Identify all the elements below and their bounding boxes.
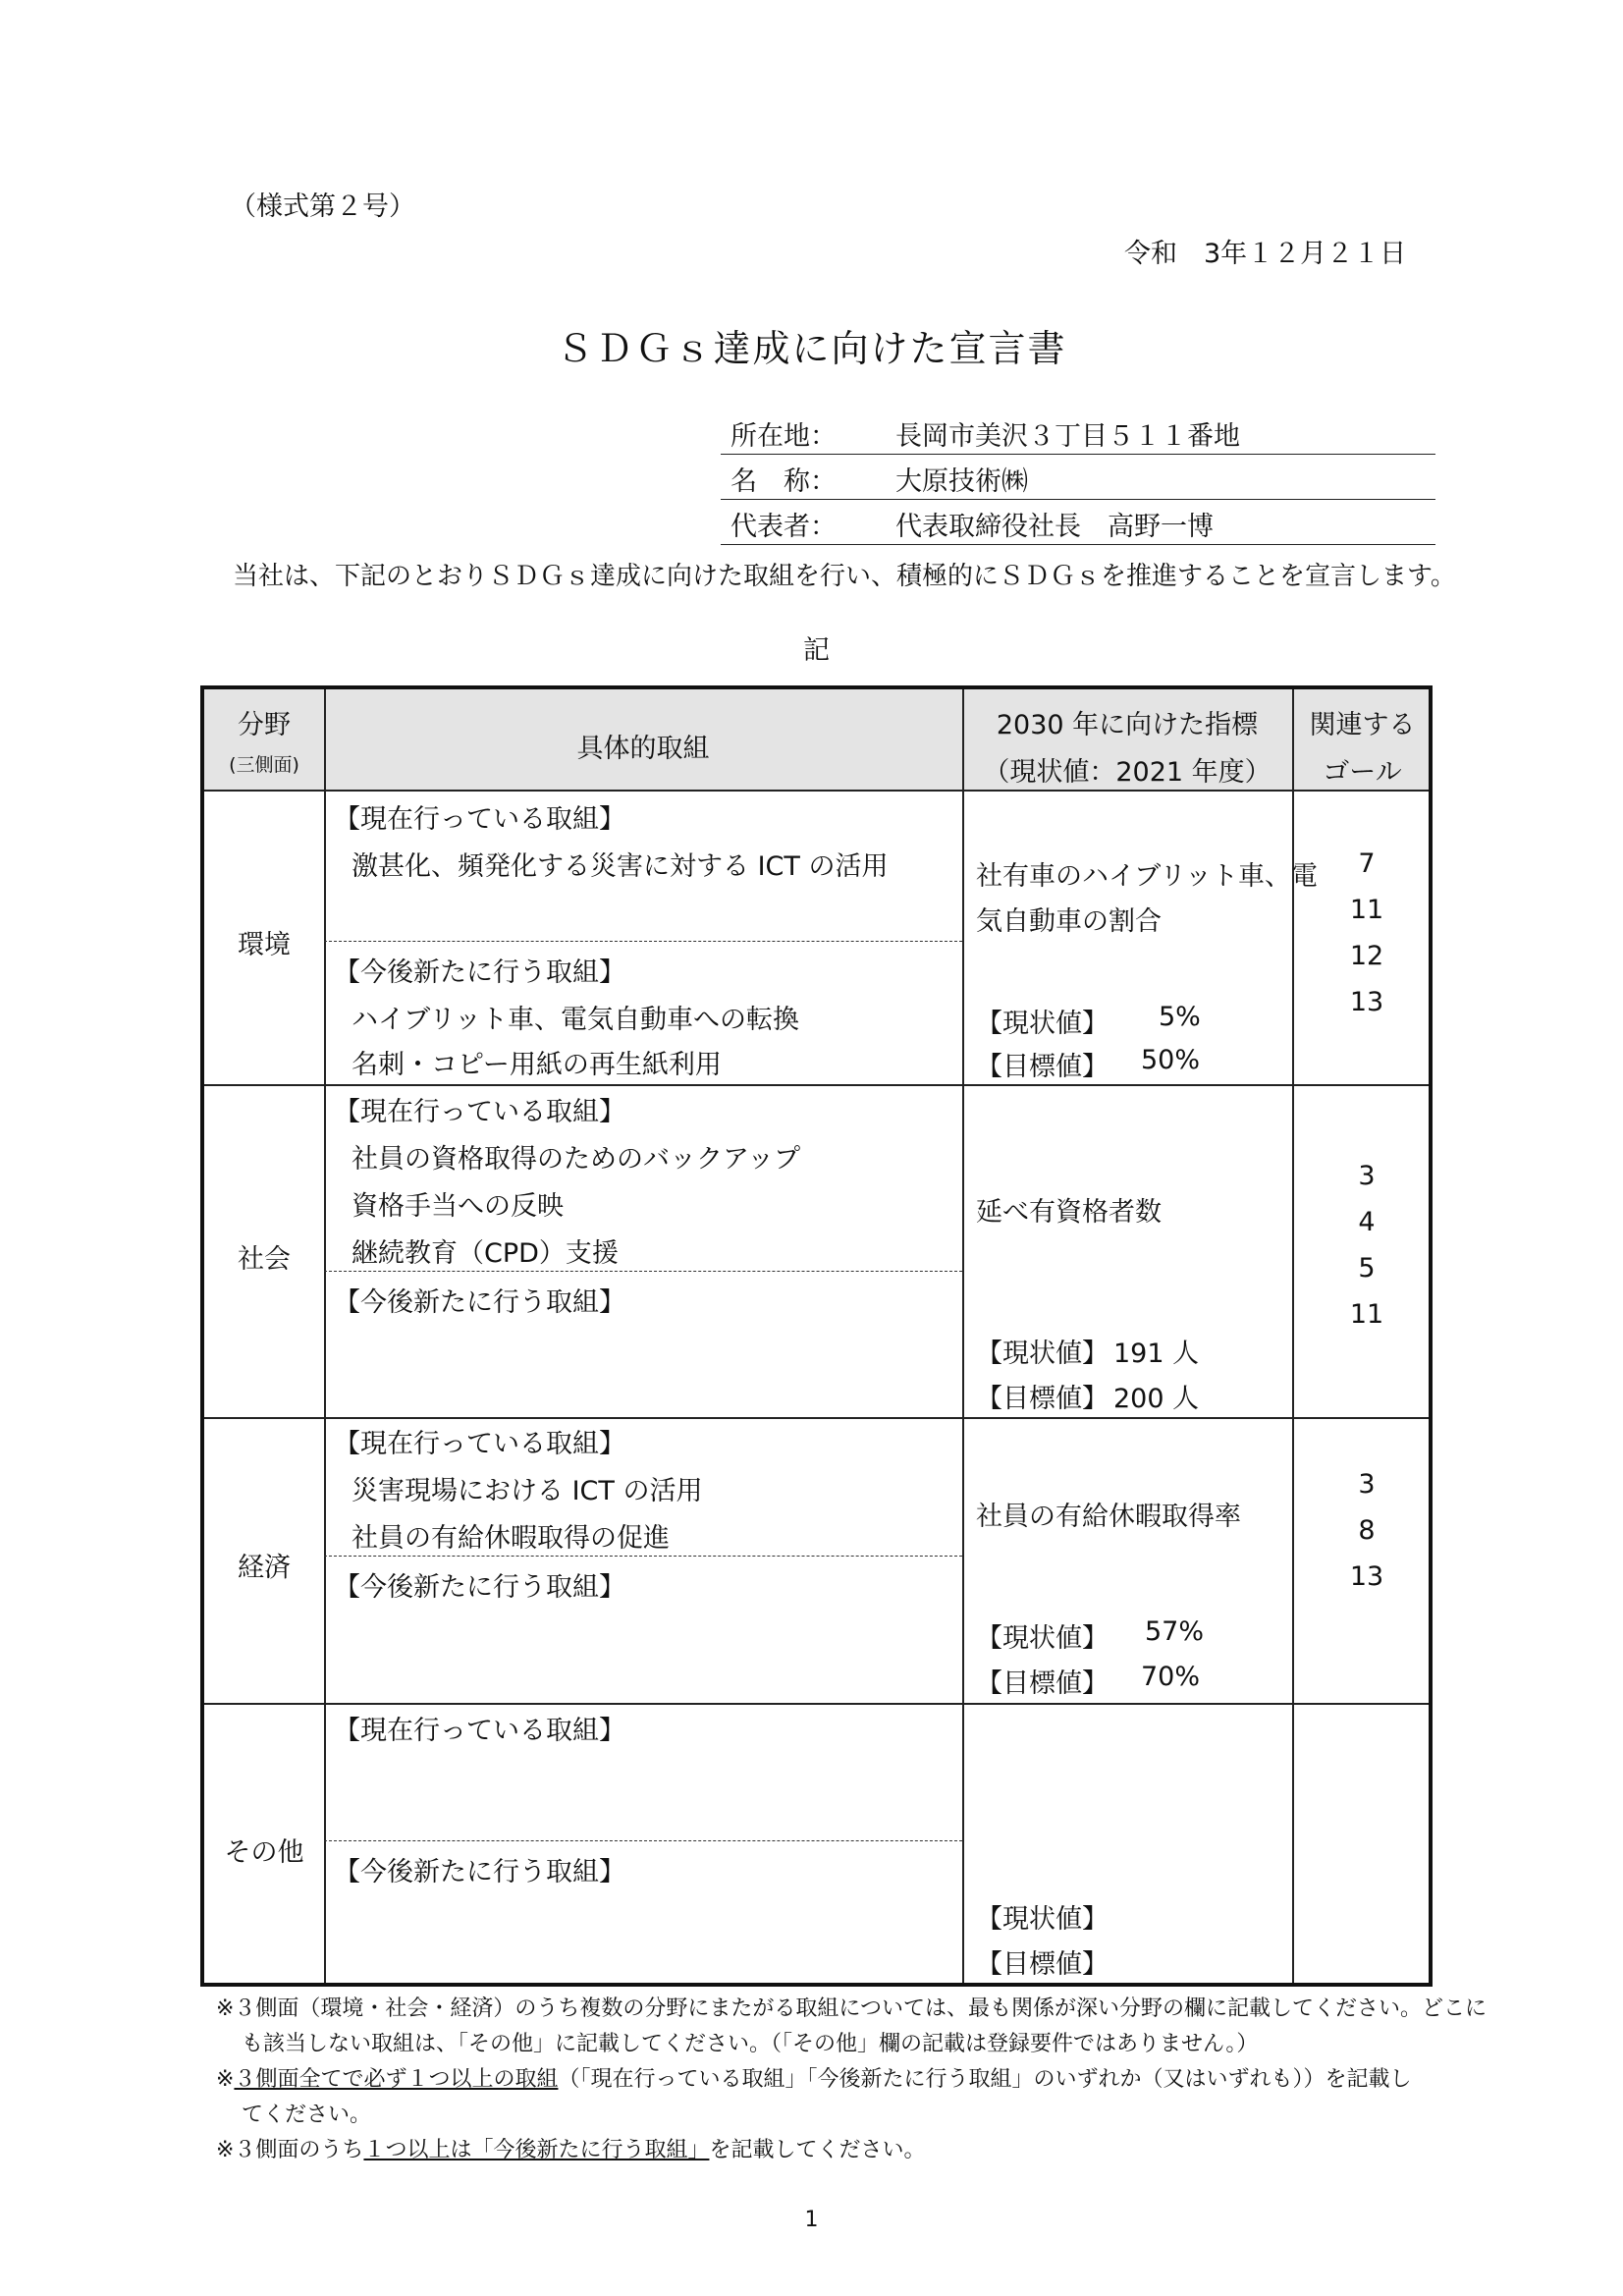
current-value: 5% xyxy=(1159,1002,1201,1032)
current-actions-label: 【現在行っている取組】 xyxy=(334,1097,625,1127)
address-value: 長岡市美沢３丁目５１１番地 xyxy=(895,421,1240,452)
row-divider xyxy=(204,790,1429,792)
note-3-underlined: １つ以上は「今後新たに行う取組」 xyxy=(363,2138,710,2162)
new-action-item: 名刺・コピー用紙の再生紙利用 xyxy=(352,1050,722,1080)
target-value-label: 【目標値】 xyxy=(976,1052,1109,1082)
current-action-item: 継続教育（CPD）支援 xyxy=(352,1238,619,1269)
sdgs-table xyxy=(200,685,1433,1987)
note-1a: ※３側面（環境・社会・経済）のうち複数の分野にまたがる取組については、最も関係が深い分野の欄に記載してください。どこに xyxy=(216,1996,1487,2021)
field-environment: 環境 xyxy=(238,930,291,960)
page-number: 1 xyxy=(804,2208,819,2232)
current-actions-label: 【現在行っている取組】 xyxy=(334,804,625,835)
note-1b: も該当しない取組は、「その他」に記載してください。（「その他」欄の記載は登録要件ではありません。） xyxy=(242,2032,1259,2056)
goal-number: 3 xyxy=(1358,1469,1376,1500)
note-2a-rest: （「現在行っている取組」「今後新たに行う取組」のいずれか（又はいずれも））を記載し xyxy=(558,2067,1412,2092)
target-value-label: 【目標値】 xyxy=(976,1949,1109,1980)
current-value-label: 【現状値】 xyxy=(976,1904,1109,1935)
target-value-label: 【目標値】 xyxy=(976,1384,1109,1414)
field-economy: 経済 xyxy=(238,1553,291,1583)
indicator-text: 気自動車の割合 xyxy=(976,906,1162,937)
current-actions-label: 【現在行っている取組】 xyxy=(334,1429,625,1459)
header-indicator: 2030 年に向けた指標 xyxy=(996,710,1259,740)
indicator-text: 延べ有資格者数 xyxy=(976,1197,1162,1228)
name-value: 大原技術㈱ xyxy=(895,466,1028,497)
indicator-text: 社有車のハイブリット車、電 xyxy=(976,861,1319,892)
company-address-line xyxy=(721,410,1435,455)
form-label: （様式第２号） xyxy=(230,191,415,222)
header-indicator-sub: （現状値：2021 年度） xyxy=(983,757,1271,788)
goals-list xyxy=(1301,841,1433,1025)
goal-number: 12 xyxy=(1349,941,1384,971)
document-title: ＳＤＧｓ達成に向けた宣言書 xyxy=(556,327,1067,370)
current-action-item: 災害現場における ICT の活用 xyxy=(352,1476,703,1506)
note-3-rest: を記載してください。 xyxy=(709,2138,926,2162)
ki-heading: 記 xyxy=(803,635,830,666)
note-3 xyxy=(216,2133,925,2168)
goal-number: 4 xyxy=(1358,1207,1376,1237)
header-field-sub: (三側面) xyxy=(229,754,299,776)
goal-number: 3 xyxy=(1358,1161,1376,1191)
row-divider xyxy=(204,1084,1429,1086)
header-actions: 具体的取組 xyxy=(576,734,710,764)
column-divider xyxy=(324,689,326,1983)
current-value: 191 人 xyxy=(1113,1339,1200,1369)
new-actions-label: 【今後新たに行う取組】 xyxy=(334,1857,625,1887)
note-2a xyxy=(216,2062,1411,2098)
target-value: 50% xyxy=(1141,1045,1201,1075)
note-2a-underlined: ３側面全てで必ず１つ以上の取組 xyxy=(234,2067,559,2092)
current-actions-label: 【現在行っている取組】 xyxy=(334,1716,625,1746)
note-3-prefix: ※３側面のうち xyxy=(216,2138,364,2162)
company-rep-line xyxy=(721,501,1435,545)
goal-number: 11 xyxy=(1349,895,1384,925)
current-action-item: 激甚化、頻発化する災害に対する ICT の活用 xyxy=(352,851,889,882)
new-actions-label: 【今後新たに行う取組】 xyxy=(334,1287,625,1318)
current-value: 57% xyxy=(1145,1616,1205,1647)
company-name-line xyxy=(721,456,1435,500)
indicator-text: 社員の有給休暇取得率 xyxy=(976,1502,1241,1532)
sub-divider xyxy=(324,1271,962,1272)
goal-number: 13 xyxy=(1349,987,1384,1017)
name-label: 名 称： xyxy=(730,466,837,497)
new-action-item: ハイブリット車、電気自動車への転換 xyxy=(352,1005,800,1035)
representative-label: 代表者： xyxy=(730,512,837,542)
current-value-label: 【現状値】 xyxy=(976,1009,1109,1039)
address-label: 所在地： xyxy=(730,421,837,452)
note-2a-prefix: ※ xyxy=(216,2067,235,2092)
header-goals: 関連する xyxy=(1309,710,1416,740)
sub-divider xyxy=(324,1840,962,1841)
current-action-item: 社員の有給休暇取得の促進 xyxy=(352,1523,670,1554)
field-other: その他 xyxy=(224,1837,304,1868)
target-value-label: 【目標値】 xyxy=(976,1668,1109,1699)
current-action-item: 資格手当への反映 xyxy=(352,1191,564,1222)
current-action-item: 社員の資格取得のためのバックアップ xyxy=(352,1144,801,1175)
sub-divider xyxy=(324,1556,962,1557)
field-society: 社会 xyxy=(238,1244,291,1275)
declaration-text: 当社は、下記のとおりＳＤＧｓ達成に向けた取組を行い、積極的にＳＤＧｓを推進することを宣言します。 xyxy=(233,562,1456,591)
new-actions-label: 【今後新たに行う取組】 xyxy=(334,957,625,988)
sub-divider xyxy=(324,941,962,942)
goal-number: 11 xyxy=(1349,1299,1384,1330)
goal-number: 7 xyxy=(1358,848,1376,879)
goals-list xyxy=(1301,1153,1433,1338)
document-date: 令和 3年１２月２１日 xyxy=(1124,239,1407,269)
goal-number: 8 xyxy=(1358,1515,1376,1546)
row-divider xyxy=(204,1703,1429,1705)
goal-number: 5 xyxy=(1358,1253,1376,1284)
row-divider xyxy=(204,1417,1429,1419)
note-2b: てください。 xyxy=(242,2103,372,2127)
header-field: 分野 xyxy=(238,710,291,740)
goals-list xyxy=(1301,1461,1433,1600)
target-value: 200 人 xyxy=(1113,1384,1200,1414)
target-value: 70% xyxy=(1141,1662,1201,1692)
column-divider xyxy=(962,689,964,1983)
current-value-label: 【現状値】 xyxy=(976,1623,1109,1654)
goal-number: 13 xyxy=(1349,1561,1384,1592)
representative-value: 代表取締役社長 高野一博 xyxy=(895,512,1214,542)
header-goals-sub: ゴール xyxy=(1323,757,1402,788)
current-value-label: 【現状値】 xyxy=(976,1339,1109,1369)
new-actions-label: 【今後新たに行う取組】 xyxy=(334,1572,625,1603)
